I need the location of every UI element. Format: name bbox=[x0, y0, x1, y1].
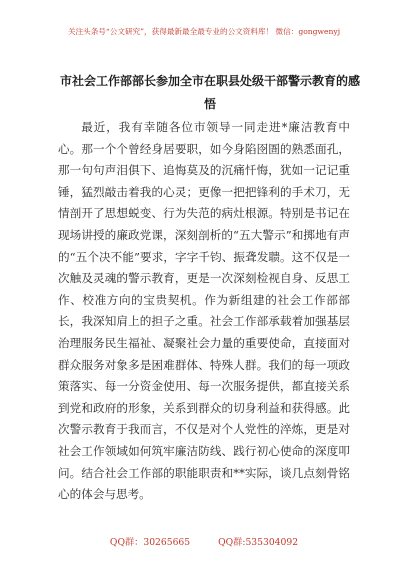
page-title: 市社会工作部部长参加全市在职县处级干部警示教育的感悟 bbox=[60, 74, 361, 111]
header-banner: 关注头条号“公文研究”，获得最新最全最专业的公文资料库！ 微信：gongwenyj bbox=[67, 27, 341, 36]
body-paragraph: 最近，我有幸随各位市领导一同走进*廉洁教育中心。那一个个曾经身居要职，如今身陷囹圄的熟悉面孔，那一句句声泪俱下、追悔莫及的沉痛忏悔，犹如一记记重锤，猛烈敲击着我的心灵；更像一把把锋利的手术刀，无情剖开了思想蜕变、行为失范的病灶根源。特别是书记在现场讲授的廉政党课，深刻剖析的“五大警示”和掷地有声的“五个决不能”要求，字字千钧、振聋发聩。这不仅是一次触及灵魂的警示教育，更是一次深刻检视自身、反思工作、校准方向的宝贵契机。作为新组建的社会工作部部长，我深知肩上的担子之重。社会工作部承载着加强基层治理服务民生福祉、凝聚社会力量的重要使命，直接面对群众服务对象多是困难群体、特殊人群。我们的每一项政策落实、每一分资金使用、每一次服务提供，都直接关系到党和政府的形象，关系到群众的切身利益和获得感。此次警示教育于我而言，不仅是对个人党性的淬炼，更是对社会工作领域如何筑牢廉洁防线、践行初心使命的深度叩问。结合社会工作部的职能职责和**实际，谈几点刻骨铭心的体会与思考。 bbox=[58, 120, 350, 502]
footer-qq-group-2: QQ群:535304092 bbox=[218, 537, 299, 548]
footer-contact bbox=[0, 534, 408, 548]
footer-qq-group-1: QQ群：30265665 bbox=[109, 537, 191, 548]
